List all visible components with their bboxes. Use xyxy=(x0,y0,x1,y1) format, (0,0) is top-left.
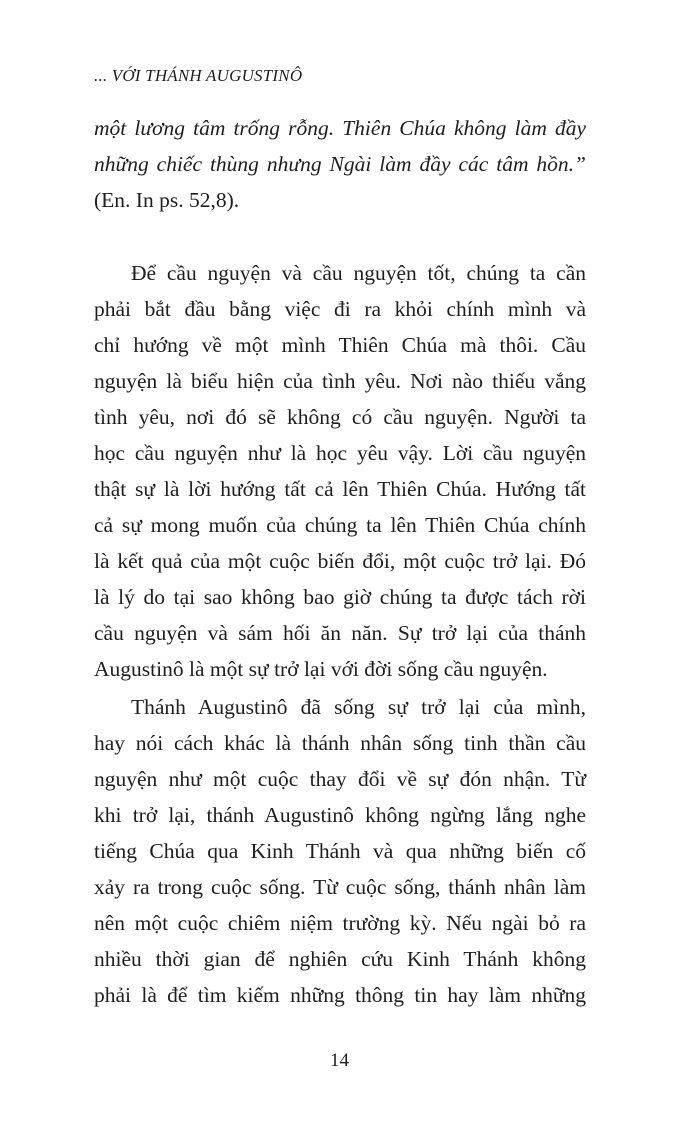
paragraph-line: phải bắt đầu bằng việc đi ra khỏi chính mình và xyxy=(94,297,586,321)
paragraph-line: chỉ hướng về một mình Thiên Chúa mà thôi. Cầu xyxy=(94,333,586,357)
paragraph-line: khi trở lại, thánh Augustinô không ngừng lắng nghe xyxy=(94,803,586,827)
paragraph-line: cầu nguyện và sám hối ăn năn. Sự trở lại của thánh xyxy=(94,621,586,645)
paragraph-line: thật sự là lời hướng tất cả lên Thiên Chúa. Hướng tất xyxy=(94,477,586,501)
paragraph-line: cả sự mong muốn của chúng ta lên Thiên Chúa chính xyxy=(94,513,586,537)
paragraph-line: phải là để tìm kiếm những thông tin hay làm những xyxy=(94,983,586,1007)
paragraph-line: tiếng Chúa qua Kinh Thánh và qua những biến cố xyxy=(94,839,586,863)
paragraph-line: Augustinô là một sự trở lại với đời sống cầu nguyện. xyxy=(94,657,548,681)
running-header: ... VỚI THÁNH AUGUSTINÔ xyxy=(94,66,303,85)
paragraph-line: nguyện là biểu hiện của tình yêu. Nơi nào thiếu vắng xyxy=(94,369,586,393)
paragraph-line: hay nói cách khác là thánh nhân sống tinh thần cầu xyxy=(94,731,586,755)
quote-citation: (En. In ps. 52,8). xyxy=(94,188,240,212)
paragraph-line: tình yêu, nơi đó sẽ không có cầu nguyện. Người ta xyxy=(94,405,586,429)
paragraph-line: xảy ra trong cuộc sống. Từ cuộc sống, thánh nhân làm xyxy=(94,875,586,899)
paragraph-line: là lý do tại sao không bao giờ chúng ta được tách rời xyxy=(94,585,586,609)
quote-line: những chiếc thùng nhưng Ngài làm đầy các tâm hồn.” xyxy=(94,152,586,176)
paragraph-line: nguyện như một cuộc thay đổi về sự đón nhận. Từ xyxy=(94,767,586,791)
paragraph-line: học cầu nguyện như là học yêu vậy. Lời cầu nguyện xyxy=(94,441,586,465)
quote-line: một lương tâm trống rỗng. Thiên Chúa không làm đầy xyxy=(94,116,586,140)
paragraph-line: là kết quả của một cuộc biến đổi, một cuộc trở lại. Đó xyxy=(94,549,586,573)
paragraph-line: nên một cuộc chiêm niệm trường kỳ. Nếu ngài bỏ ra xyxy=(94,911,586,935)
page-number: 14 xyxy=(330,1050,349,1071)
paragraph-line: nhiều thời gian để nghiên cứu Kinh Thánh không xyxy=(94,947,586,971)
paragraph-line: Thánh Augustinô đã sống sự trở lại của mình, xyxy=(131,695,586,719)
paragraph-line: Để cầu nguyện và cầu nguyện tốt, chúng ta cần xyxy=(131,261,586,285)
